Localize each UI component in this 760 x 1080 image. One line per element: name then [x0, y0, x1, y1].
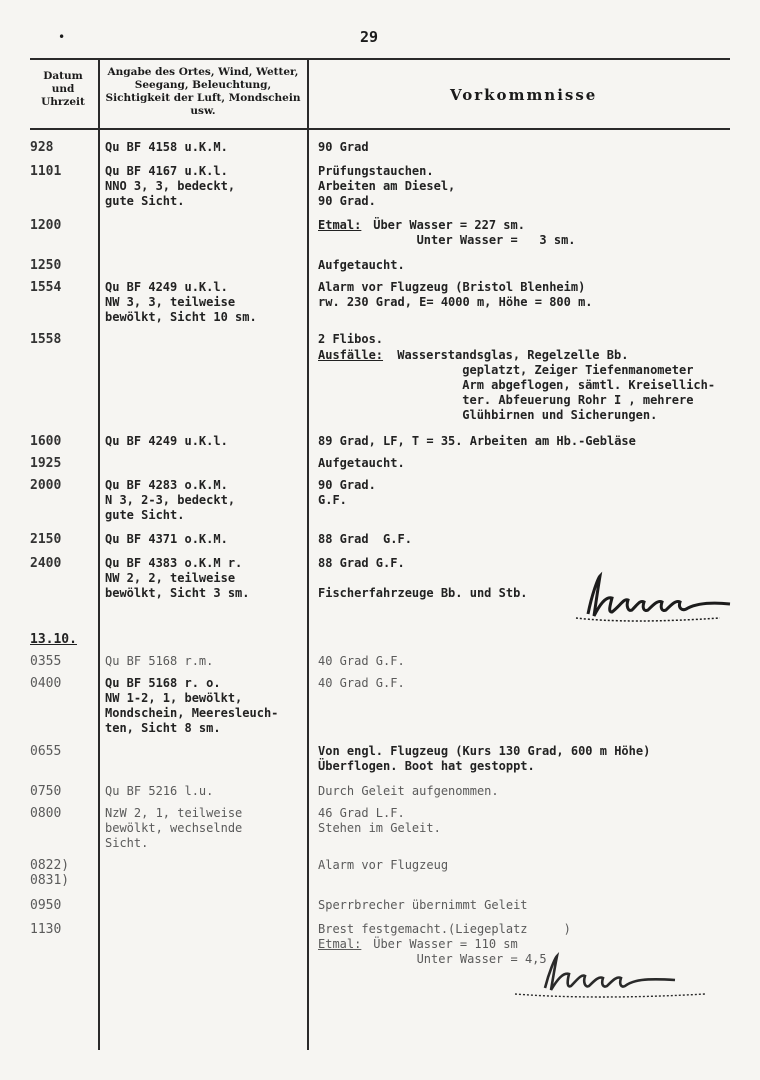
row-time: 0655	[30, 744, 62, 759]
row-time: 1200	[30, 218, 62, 233]
row-events: Alarm vor Flugzeug	[318, 858, 449, 872]
row-events: Wasserstandsglas, Regelzelle Bb. geplatzt, Zeiger Tiefenmanometer Arm abgeflogen, sämtl. Kreisellich- ter. Abfeuerung Rohr I , mehrere Glühbirnen und Sicherungen.	[397, 348, 716, 422]
column-divider-2	[307, 60, 309, 1050]
header-events: Vorkommnisse	[450, 86, 598, 104]
header-bottom-rule	[30, 128, 730, 130]
row-events: Über Wasser = 227 sm. Unter Wasser = 3 sm.	[373, 218, 576, 247]
header-place: Angabe des Ortes, Wind, Wetter, Seegang, Beleuchtung, Sichtigkeit der Luft, Mondschein usw.	[105, 66, 301, 117]
row-events-label: Etmal:	[318, 937, 362, 951]
row-time: 1600	[30, 434, 62, 449]
row-events: 2 Flibos.	[318, 332, 384, 346]
row-place: Qu BF 5168 r. o. NW 1-2, 1, bewölkt, Mondschein, Meeresleuch- ten, Sicht 8 sm.	[105, 676, 279, 735]
signature-2	[515, 948, 715, 1003]
row-events: Sperrbrecher übernimmt Geleit	[318, 898, 528, 912]
row-events: 40 Grad G.F.	[318, 654, 405, 668]
row-time: 928	[30, 140, 54, 155]
row-place: NzW 2, 1, teilweise bewölkt, wechselnde Sicht.	[105, 806, 243, 850]
row-events: 88 Grad G.F.	[318, 532, 412, 546]
row-events: Alarm vor Flugzeug (Bristol Blenheim) rw. 230 Grad, E= 4000 m, Höhe = 800 m.	[318, 280, 593, 309]
row-events: 46 Grad L.F. Stehen im Geleit.	[318, 806, 441, 835]
row-time: 0822) 0831)	[30, 858, 70, 888]
row-place: Qu BF 4167 u.K.l. NNO 3, 3, bedeckt, gute Sicht.	[105, 164, 236, 208]
row-time: 1101	[30, 164, 62, 179]
row-place: Qu BF 4383 o.K.M r. NW 2, 2, teilweise bewölkt, Sicht 3 sm.	[105, 556, 250, 600]
row-time: 2400	[30, 556, 62, 571]
row-time: 1925	[30, 456, 62, 471]
row-time: 1250	[30, 258, 62, 273]
table-top-rule	[30, 58, 730, 60]
row-time: 0400	[30, 676, 62, 691]
row-events: Aufgetaucht.	[318, 456, 405, 470]
row-events: 90 Grad	[318, 140, 369, 154]
row-place: Qu BF 4249 u.K.l. NW 3, 3, teilweise bewölkt, Sicht 10 sm.	[105, 280, 257, 324]
row-time: 1558	[30, 332, 62, 347]
row-time: 1130	[30, 922, 62, 937]
row-events: 89 Grad, LF, T = 35. Arbeiten am Hb.-Gebläse	[318, 434, 636, 448]
column-divider-1	[98, 60, 100, 1050]
date-entry: 13.10.	[30, 632, 77, 647]
row-time: 2000	[30, 478, 62, 493]
row-place: Qu BF 4249 u.K.l.	[105, 434, 228, 448]
row-events: Prüfungstauchen. Arbeiten am Diesel, 90 Grad.	[318, 164, 456, 208]
row-events-label: Ausfälle:	[318, 348, 384, 362]
row-place: Qu BF 4371 o.K.M.	[105, 532, 228, 546]
row-time: 0750	[30, 784, 62, 799]
row-events: 40 Grad G.F.	[318, 676, 405, 690]
row-events: Brest festgemacht.(Liegeplatz )	[318, 922, 571, 936]
row-time: 0950	[30, 898, 62, 913]
row-time: 0355	[30, 654, 62, 669]
row-events: Durch Geleit aufgenommen.	[318, 784, 499, 798]
page-number: 29	[360, 28, 379, 46]
header-time: Datum und Uhrzeit	[41, 70, 85, 108]
row-time: 0800	[30, 806, 62, 821]
row-events: 88 Grad G.F. Fischerfahrzeuge Bb. und Stb.	[318, 556, 528, 600]
row-place: Qu BF 5168 r.m.	[105, 654, 214, 668]
row-place: Qu BF 4283 o.K.M. N 3, 2-3, bedeckt, gute Sicht.	[105, 478, 236, 522]
row-events: Aufgetaucht.	[318, 258, 405, 272]
signature-1	[570, 568, 740, 628]
row-events: Von engl. Flugzeug (Kurs 130 Grad, 600 m Höhe) Überflogen. Boot hat gestoppt.	[318, 744, 651, 773]
row-events-label: Etmal:	[318, 218, 362, 232]
corner-mark: •	[58, 30, 66, 44]
row-place: Qu BF 5216 l.u.	[105, 784, 214, 798]
row-place: Qu BF 4158 u.K.M.	[105, 140, 228, 154]
row-events: Über Wasser = 110 sm Unter Wasser = 4,5	[373, 937, 547, 966]
row-time: 1554	[30, 280, 62, 295]
row-time: 2150	[30, 532, 62, 547]
row-events: 90 Grad. G.F.	[318, 478, 376, 507]
